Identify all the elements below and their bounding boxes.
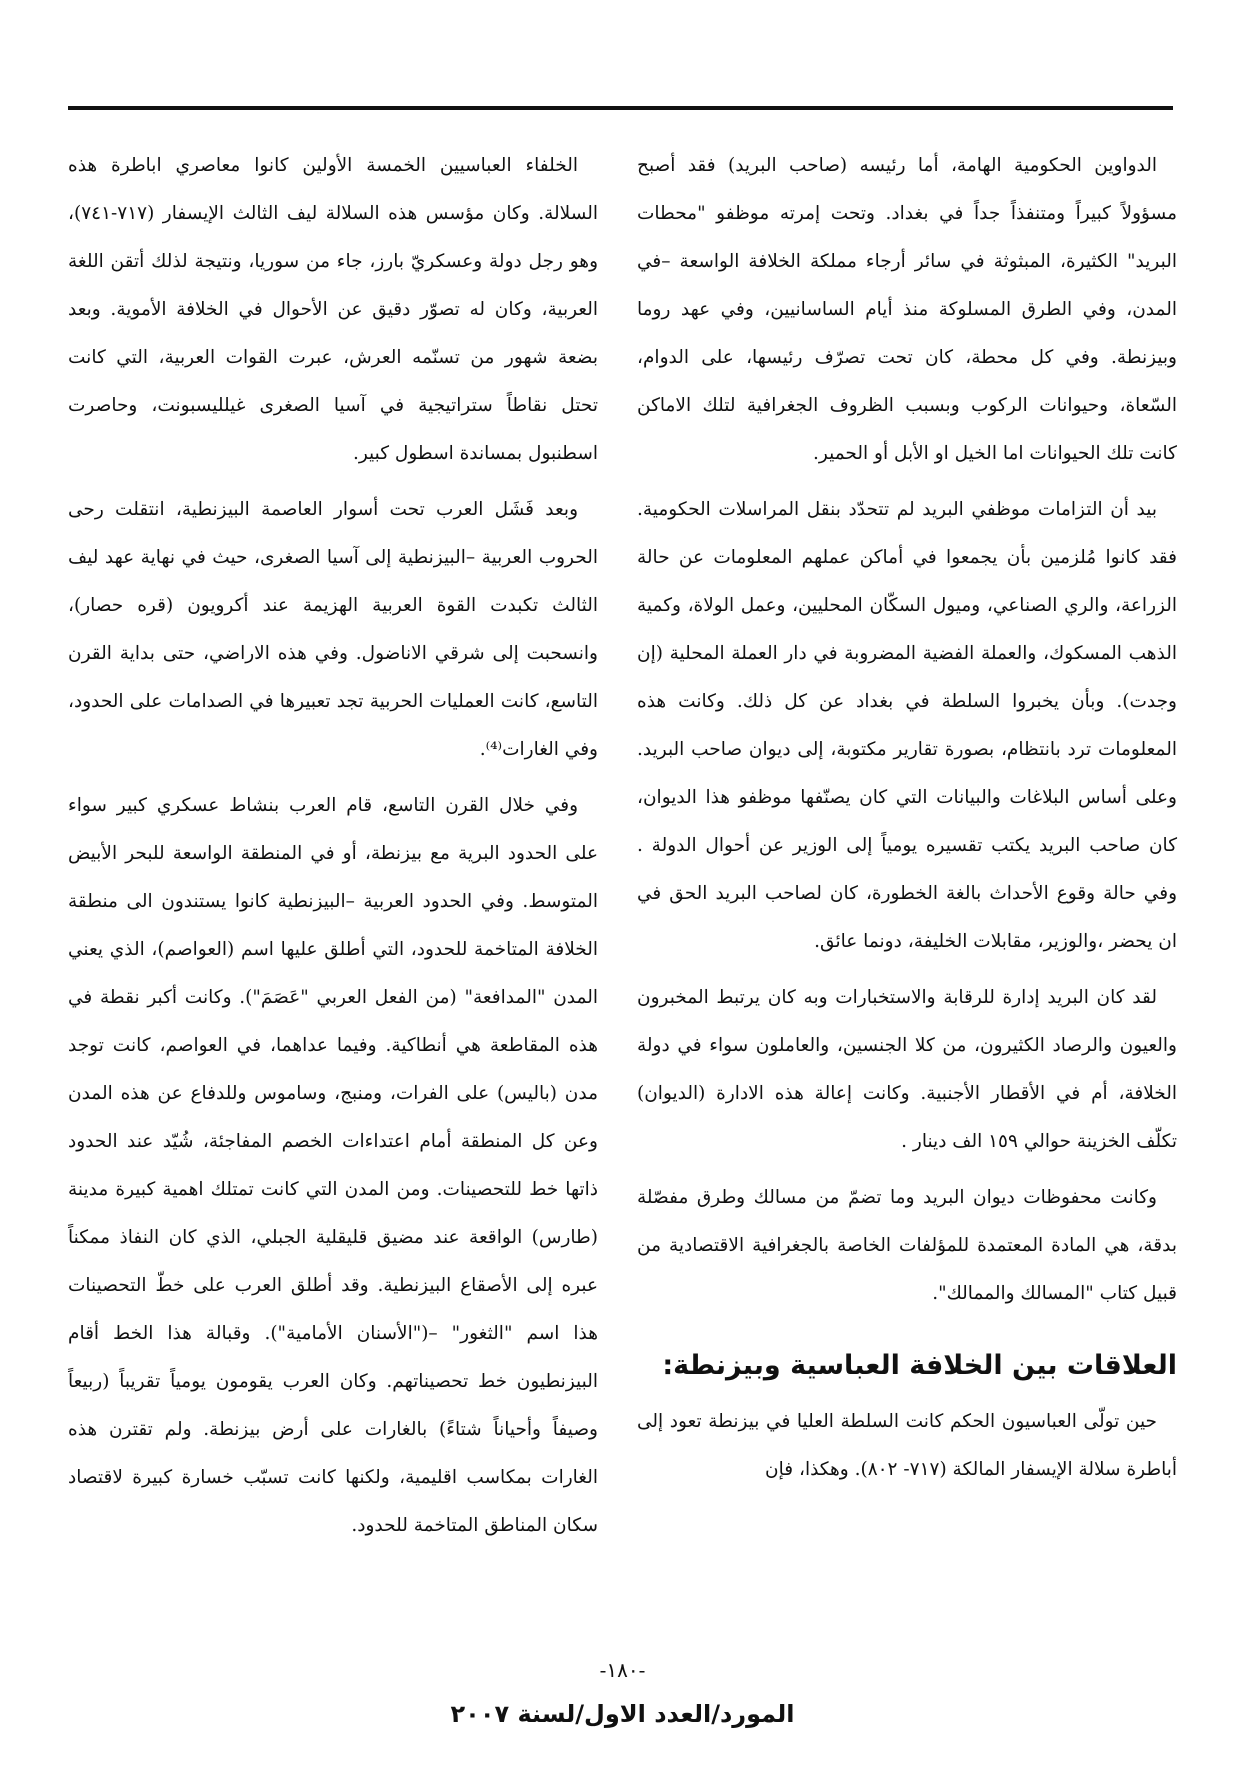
journal-footer: المورد/العدد الاول/لسنة ٢٠٠٧ <box>450 1700 795 1728</box>
paragraph: حين تولّى العباسيون الحكم كانت السلطة العليا في بيزنطة تعود إلى أباطرة سلالة الإيسفار المالكة (٧١٧- ٨٠٢). وهكذا، فإن <box>637 1411 1177 1480</box>
page-number: -١٨٠- <box>599 1658 646 1682</box>
right-column <box>637 142 1177 1562</box>
left-column <box>68 142 598 1642</box>
paragraph: الخلفاء العباسيين الخمسة الأولين كانوا معاصري اباطرة هذه السلالة. وكان مؤسس هذه السلالة ليف الثالث الإيسفار (٧١٧-٧٤١)، وهو رجل دولة وعسكريّ بارز، جاء من سوريا، ونتيجة لذلك أتقن اللغة العربية، وكان له تصوّر دقيق عن الأحوال في الخلافة الأموية. وبعد بضعة شهور من تسنّمه العرش، عبرت القوات العربية، التي كانت تحتل نقاطاً ستراتيجية في آسيا الصغرى غيلليسبونت، وحاصرت اسطنبول بمساندة اسطول كبير. <box>68 155 598 464</box>
paragraph: الدواوين الحكومية الهامة، أما رئيسه (صاحب البريد) فقد أصبح مسؤولاً كبيراً ومتنفذاً جداً في بغداد. وتحت إمرته موظفو "محطات البريد" الكثيرة، المبثوثة في سائر أرجاء مملكة الخلافة الواسعة –في المدن، وفي الطرق المسلوكة منذ أيام الساسانيين، وفي عهد روما وبيزنطة. وفي كل محطة، كان تحت تصرّف رئيسها، على الدوام، السّعاة، وحيوانات الركوب وبسبب الظروف الجغرافية لتلك الاماكن كانت تلك الحيوانات اما الخيل او الأبل أو الحمير. <box>637 155 1177 464</box>
section-heading: العلاقات بين الخلافة العباسية وبيزنطة: <box>662 1350 1177 1381</box>
paragraph: وكانت محفوظات ديوان البريد وما تضمّ من مسالك وطرق مفصّلة بدقة، هي المادة المعتمدة للمؤلفات الخاصة بالجغرافية الاقتصادية من قبيل كتاب "المسالك والممالك". <box>637 1187 1177 1304</box>
paragraph: وفي خلال القرن التاسع، قام العرب بنشاط عسكري كبير سواء على الحدود البرية مع بيزنطة، أو في المنطقة الواسعة للبحر الأبيض المتوسط. وفي الحدود العربية –البيزنطية كانوا يستندون الى منطقة الخلافة المتاخمة للحدود، التي أطلق عليها اسم (العواصم)، الذي يعني المدن "المدافعة" (من الفعل العربي "عَصَمَ"). وكانت أكبر نقطة في هذه المقاطعة هي أنطاكية. وفيما عداهما، في العواصم، كانت توجد مدن (باليس) على الفرات، ومنبج، وساموس وللدفاع عن هذه المدن وعن كل المنطقة أمام اعتداءات الخصم المفاجئة، شُيّد عند الحدود ذاتها خط للتحصينات. ومن المدن التي كانت تمتلك اهمية كبيرة مدينة (طارس) الواقعة عند مضيق قليقلية الجبلي، الذي كان النفاذ ممكناً عبره إلى الأصقاع البيزنطية. وقد أطلق العرب على خطّ التحصينات هذا اسم "الثغور" –("الأسنان الأمامية"). وقبالة هذا الخط أقام البيزنطيون خط تحصيناتهم. وكان العرب يقومون يومياً تقريباً (ربيعاً وصيفاً وأحياناً شتاءً) بالغارات على أرض بيزنطة. ولم تقترن هذه الغارات بمكاسب اقليمية، ولكنها كانت تسبّب خسارة كبيرة لاقتصاد سكان المناطق المتاخمة للحدود. <box>68 795 598 1536</box>
paragraph: لقد كان البريد إدارة للرقابة والاستخبارات وبه كان يرتبط المخبرون والعيون والرصاد الكثيرون، من كلا الجنسين، والعاملون سواء في دولة الخلافة، أم في الأقطار الأجنبية. وكانت إعالة هذه الادارة (الديوان) تكلّف الخزينة حوالي ١٥٩ الف دينار . <box>637 987 1177 1152</box>
header-rule <box>68 106 1173 110</box>
paragraph: وبعد فَشَل العرب تحت أسوار العاصمة البيزنطية، انتقلت رحى الحروب العربية –البيزنطية إلى آسيا الصغرى، حيث في نهاية عهد ليف الثالث تكبدت القوة العربية الهزيمة عند أكرويون (قره حصار)، وانسحبت إلى شرقي الاناضول. وفي هذه الاراضي، حتى بداية القرن التاسع، كانت العمليات الحربية تجد تعبيرها في الصدامات على الحدود، وفي الغارات⁽⁴⁾. <box>68 499 598 760</box>
paragraph: بيد أن التزامات موظفي البريد لم تتحدّد بنقل المراسلات الحكومية. فقد كانوا مُلزمين بأن يجمعوا في أماكن عملهم المعلومات عن حالة الزراعة، والري الصناعي، وميول السكّان المحليين، وعمل الولاة، وكمية الذهب المسكوك، والعملة الفضية المضروبة في دار العملة المحلية (إن وجدت). وبأن يخبروا السلطة في بغداد عن كل ذلك. وكانت هذه المعلومات ترد بانتظام، بصورة تقارير مكتوبة، إلى ديوان صاحب البريد. وعلى أساس البلاغات والبيانات التي كان يصنّفها موظفو هذا الديوان، كان صاحب البريد يكتب تقسيره يومياً إلى الوزير عن أحوال الدولة . وفي حالة وقوع الأحداث بالغة الخطورة، كان لصاحب البريد الحق في ان يحضر ،والوزير، مقابلات الخليفة، دونما عائق. <box>637 499 1177 952</box>
